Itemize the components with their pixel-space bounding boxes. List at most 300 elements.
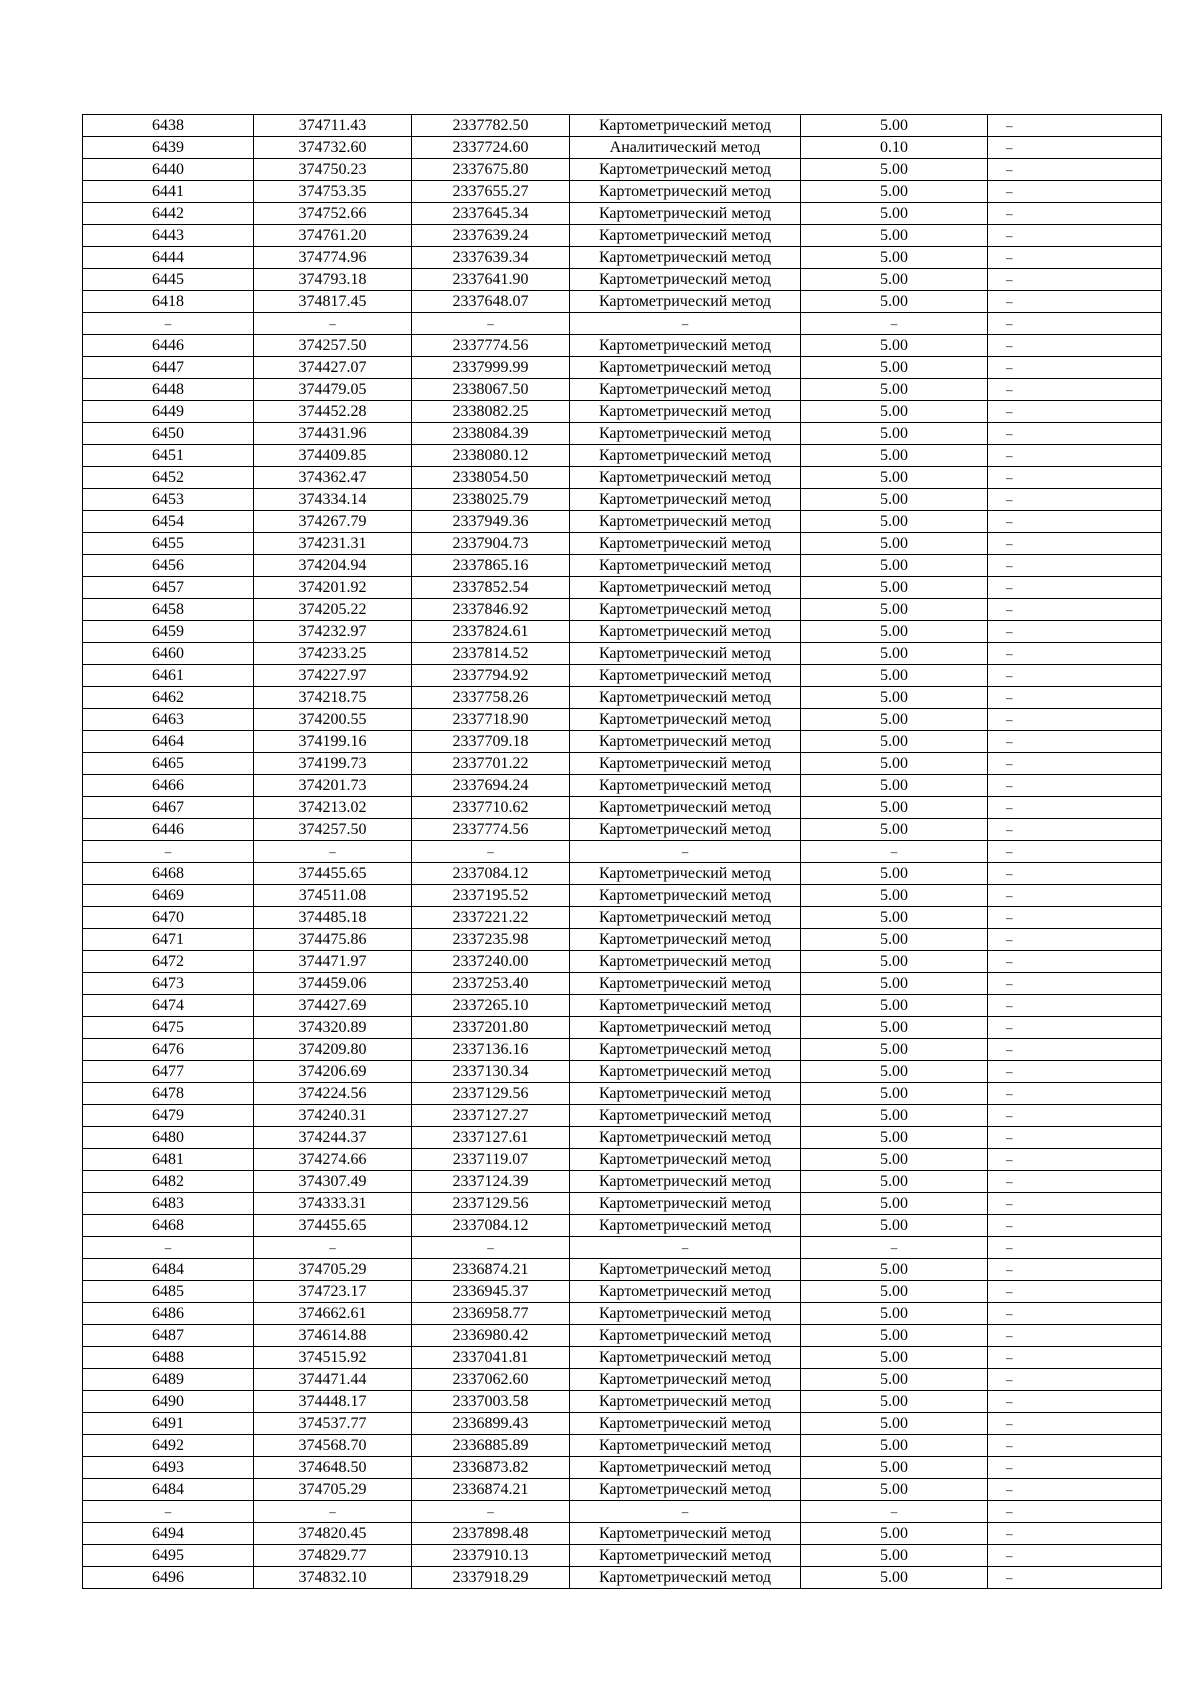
point-number-cell: 6459 xyxy=(83,621,254,643)
description-cell: – xyxy=(988,115,1162,137)
description-cell: – xyxy=(988,203,1162,225)
description-cell: – xyxy=(988,269,1162,291)
accuracy-cell: 5.00 xyxy=(801,1171,988,1193)
y-coordinate-cell: – xyxy=(412,313,570,335)
table-row xyxy=(83,621,1162,643)
method-cell: Картометрический метод xyxy=(570,1259,801,1281)
point-number-cell: 6465 xyxy=(83,753,254,775)
method-cell: Картометрический метод xyxy=(570,1413,801,1435)
method-cell: – xyxy=(570,841,801,863)
description-cell: – xyxy=(988,929,1162,951)
table-row xyxy=(83,159,1162,181)
point-number-cell: 6496 xyxy=(83,1567,254,1589)
table-row xyxy=(83,907,1162,929)
method-cell: Картометрический метод xyxy=(570,291,801,313)
y-coordinate-cell: 2337253.40 xyxy=(412,973,570,995)
description-cell: – xyxy=(988,907,1162,929)
point-number-cell: 6451 xyxy=(83,445,254,467)
description-cell: – xyxy=(988,687,1162,709)
y-coordinate-cell: 2337774.56 xyxy=(412,819,570,841)
description-cell: – xyxy=(988,1039,1162,1061)
description-cell: – xyxy=(988,401,1162,423)
table-row xyxy=(83,819,1162,841)
table-row xyxy=(83,1501,1162,1523)
method-cell: Картометрический метод xyxy=(570,357,801,379)
y-coordinate-cell: 2337655.27 xyxy=(412,181,570,203)
y-coordinate-cell: 2338082.25 xyxy=(412,401,570,423)
accuracy-cell: 5.00 xyxy=(801,1303,988,1325)
x-coordinate-cell: 374485.18 xyxy=(254,907,412,929)
table-row xyxy=(83,1061,1162,1083)
accuracy-cell: 5.00 xyxy=(801,1435,988,1457)
point-number-cell: 6466 xyxy=(83,775,254,797)
table-row xyxy=(83,555,1162,577)
x-coordinate-cell: 374227.97 xyxy=(254,665,412,687)
y-coordinate-cell: 2337918.29 xyxy=(412,1567,570,1589)
y-coordinate-cell: 2338025.79 xyxy=(412,489,570,511)
point-number-cell: 6469 xyxy=(83,885,254,907)
accuracy-cell: 5.00 xyxy=(801,687,988,709)
y-coordinate-cell: 2338054.50 xyxy=(412,467,570,489)
table-row xyxy=(83,1215,1162,1237)
method-cell: Картометрический метод xyxy=(570,775,801,797)
y-coordinate-cell: 2337127.27 xyxy=(412,1105,570,1127)
table-row xyxy=(83,577,1162,599)
description-cell: – xyxy=(988,379,1162,401)
description-cell: – xyxy=(988,1545,1162,1567)
accuracy-cell: 5.00 xyxy=(801,489,988,511)
point-number-cell: – xyxy=(83,1237,254,1259)
description-cell: – xyxy=(988,819,1162,841)
description-cell: – xyxy=(988,1479,1162,1501)
method-cell: Картометрический метод xyxy=(570,863,801,885)
accuracy-cell: 5.00 xyxy=(801,819,988,841)
y-coordinate-cell: 2337265.10 xyxy=(412,995,570,1017)
accuracy-cell: 5.00 xyxy=(801,1567,988,1589)
method-cell: Картометрический метод xyxy=(570,1523,801,1545)
y-coordinate-cell: 2337129.56 xyxy=(412,1193,570,1215)
table-row xyxy=(83,181,1162,203)
point-number-cell: 6486 xyxy=(83,1303,254,1325)
accuracy-cell: 5.00 xyxy=(801,379,988,401)
y-coordinate-cell: 2336885.89 xyxy=(412,1435,570,1457)
y-coordinate-cell: 2337709.18 xyxy=(412,731,570,753)
x-coordinate-cell: 374750.23 xyxy=(254,159,412,181)
description-cell: – xyxy=(988,1457,1162,1479)
x-coordinate-cell: 374201.73 xyxy=(254,775,412,797)
accuracy-cell: 5.00 xyxy=(801,951,988,973)
method-cell: Картометрический метод xyxy=(570,555,801,577)
y-coordinate-cell: 2337694.24 xyxy=(412,775,570,797)
y-coordinate-cell: 2337235.98 xyxy=(412,929,570,951)
x-coordinate-cell: 374257.50 xyxy=(254,819,412,841)
description-cell: – xyxy=(988,291,1162,313)
method-cell: Картометрический метод xyxy=(570,1567,801,1589)
x-coordinate-cell: 374774.96 xyxy=(254,247,412,269)
table-row xyxy=(83,423,1162,445)
method-cell: Картометрический метод xyxy=(570,951,801,973)
description-cell: – xyxy=(988,753,1162,775)
table-row xyxy=(83,1039,1162,1061)
point-number-cell: 6495 xyxy=(83,1545,254,1567)
method-cell: Картометрический метод xyxy=(570,1215,801,1237)
description-cell: – xyxy=(988,533,1162,555)
accuracy-cell: 5.00 xyxy=(801,1391,988,1413)
table-row xyxy=(83,445,1162,467)
y-coordinate-cell: 2337904.73 xyxy=(412,533,570,555)
x-coordinate-cell: 374515.92 xyxy=(254,1347,412,1369)
point-number-cell: 6493 xyxy=(83,1457,254,1479)
accuracy-cell: 5.00 xyxy=(801,159,988,181)
x-coordinate-cell: 374232.97 xyxy=(254,621,412,643)
point-number-cell: 6472 xyxy=(83,951,254,973)
point-number-cell: – xyxy=(83,313,254,335)
table-row xyxy=(83,643,1162,665)
point-number-cell: 6473 xyxy=(83,973,254,995)
y-coordinate-cell: 2337999.99 xyxy=(412,357,570,379)
method-cell: Картометрический метод xyxy=(570,1039,801,1061)
x-coordinate-cell: 374409.85 xyxy=(254,445,412,467)
point-number-cell: 6468 xyxy=(83,1215,254,1237)
table-row xyxy=(83,137,1162,159)
table-row xyxy=(83,1105,1162,1127)
method-cell: Картометрический метод xyxy=(570,621,801,643)
accuracy-cell: 5.00 xyxy=(801,599,988,621)
x-coordinate-cell: 374732.60 xyxy=(254,137,412,159)
description-cell: – xyxy=(988,225,1162,247)
point-number-cell: 6448 xyxy=(83,379,254,401)
method-cell: Картометрический метод xyxy=(570,687,801,709)
x-coordinate-cell: 374231.31 xyxy=(254,533,412,555)
point-number-cell: 6442 xyxy=(83,203,254,225)
table-row xyxy=(83,753,1162,775)
point-number-cell: 6491 xyxy=(83,1413,254,1435)
accuracy-cell: 5.00 xyxy=(801,1369,988,1391)
point-number-cell: 6487 xyxy=(83,1325,254,1347)
description-cell: – xyxy=(988,1171,1162,1193)
accuracy-cell: 5.00 xyxy=(801,1061,988,1083)
point-number-cell: 6461 xyxy=(83,665,254,687)
accuracy-cell: 0.10 xyxy=(801,137,988,159)
y-coordinate-cell: 2337758.26 xyxy=(412,687,570,709)
accuracy-cell: 5.00 xyxy=(801,203,988,225)
description-cell: – xyxy=(988,1281,1162,1303)
x-coordinate-cell: 374817.45 xyxy=(254,291,412,313)
method-cell: Картометрический метод xyxy=(570,269,801,291)
method-cell: Картометрический метод xyxy=(570,1347,801,1369)
table-row xyxy=(83,401,1162,423)
accuracy-cell: 5.00 xyxy=(801,709,988,731)
point-number-cell: 6485 xyxy=(83,1281,254,1303)
y-coordinate-cell: 2337852.54 xyxy=(412,577,570,599)
point-number-cell: 6453 xyxy=(83,489,254,511)
x-coordinate-cell: 374662.61 xyxy=(254,1303,412,1325)
accuracy-cell: 5.00 xyxy=(801,643,988,665)
x-coordinate-cell: 374752.66 xyxy=(254,203,412,225)
accuracy-cell: 5.00 xyxy=(801,1545,988,1567)
y-coordinate-cell: 2336874.21 xyxy=(412,1479,570,1501)
accuracy-cell: 5.00 xyxy=(801,665,988,687)
description-cell: – xyxy=(988,1215,1162,1237)
x-coordinate-cell: 374431.96 xyxy=(254,423,412,445)
table-row xyxy=(83,269,1162,291)
table-row xyxy=(83,929,1162,951)
x-coordinate-cell: 374761.20 xyxy=(254,225,412,247)
point-number-cell: 6452 xyxy=(83,467,254,489)
x-coordinate-cell: – xyxy=(254,313,412,335)
accuracy-cell: 5.00 xyxy=(801,797,988,819)
accuracy-cell: – xyxy=(801,841,988,863)
accuracy-cell: 5.00 xyxy=(801,621,988,643)
accuracy-cell: 5.00 xyxy=(801,1127,988,1149)
method-cell: Картометрический метод xyxy=(570,247,801,269)
table-row xyxy=(83,1127,1162,1149)
x-coordinate-cell: 374723.17 xyxy=(254,1281,412,1303)
x-coordinate-cell: – xyxy=(254,1237,412,1259)
table-row xyxy=(83,313,1162,335)
y-coordinate-cell: 2337824.61 xyxy=(412,621,570,643)
x-coordinate-cell: 374459.06 xyxy=(254,973,412,995)
y-coordinate-cell: 2337084.12 xyxy=(412,1215,570,1237)
accuracy-cell: 5.00 xyxy=(801,885,988,907)
y-coordinate-cell: 2337639.34 xyxy=(412,247,570,269)
table-row xyxy=(83,1017,1162,1039)
description-cell: – xyxy=(988,1105,1162,1127)
y-coordinate-cell: 2337003.58 xyxy=(412,1391,570,1413)
method-cell: Картометрический метод xyxy=(570,225,801,247)
accuracy-cell: 5.00 xyxy=(801,1325,988,1347)
table-row xyxy=(83,1479,1162,1501)
description-cell: – xyxy=(988,973,1162,995)
y-coordinate-cell: 2337221.22 xyxy=(412,907,570,929)
y-coordinate-cell: 2337195.52 xyxy=(412,885,570,907)
accuracy-cell: 5.00 xyxy=(801,1259,988,1281)
point-number-cell: 6457 xyxy=(83,577,254,599)
x-coordinate-cell: 374448.17 xyxy=(254,1391,412,1413)
table-row xyxy=(83,885,1162,907)
table-row xyxy=(83,1171,1162,1193)
y-coordinate-cell: 2337130.34 xyxy=(412,1061,570,1083)
y-coordinate-cell: 2337124.39 xyxy=(412,1171,570,1193)
x-coordinate-cell: 374537.77 xyxy=(254,1413,412,1435)
point-number-cell: 6455 xyxy=(83,533,254,555)
point-number-cell: 6488 xyxy=(83,1347,254,1369)
method-cell: Картометрический метод xyxy=(570,445,801,467)
method-cell: – xyxy=(570,1501,801,1523)
point-number-cell: 6463 xyxy=(83,709,254,731)
description-cell: – xyxy=(988,599,1162,621)
method-cell: Картометрический метод xyxy=(570,423,801,445)
accuracy-cell: 5.00 xyxy=(801,533,988,555)
y-coordinate-cell: 2337865.16 xyxy=(412,555,570,577)
method-cell: Картометрический метод xyxy=(570,665,801,687)
method-cell: Картометрический метод xyxy=(570,1457,801,1479)
point-number-cell: 6450 xyxy=(83,423,254,445)
x-coordinate-cell: 374274.66 xyxy=(254,1149,412,1171)
table-row xyxy=(83,1457,1162,1479)
table-row xyxy=(83,1523,1162,1545)
description-cell: – xyxy=(988,797,1162,819)
table-row xyxy=(83,687,1162,709)
method-cell: Картометрический метод xyxy=(570,995,801,1017)
point-number-cell: 6458 xyxy=(83,599,254,621)
description-cell: – xyxy=(988,731,1162,753)
table-row xyxy=(83,973,1162,995)
description-cell: – xyxy=(988,467,1162,489)
description-cell: – xyxy=(988,1303,1162,1325)
accuracy-cell: 5.00 xyxy=(801,225,988,247)
accuracy-cell: 5.00 xyxy=(801,291,988,313)
table-row xyxy=(83,1237,1162,1259)
point-number-cell: 6484 xyxy=(83,1259,254,1281)
accuracy-cell: 5.00 xyxy=(801,1105,988,1127)
accuracy-cell: 5.00 xyxy=(801,995,988,1017)
method-cell: Картометрический метод xyxy=(570,1083,801,1105)
x-coordinate-cell: 374257.50 xyxy=(254,335,412,357)
x-coordinate-cell: 374224.56 xyxy=(254,1083,412,1105)
description-cell: – xyxy=(988,775,1162,797)
x-coordinate-cell: 374206.69 xyxy=(254,1061,412,1083)
method-cell: Картометрический метод xyxy=(570,1435,801,1457)
table-row xyxy=(83,665,1162,687)
y-coordinate-cell: 2336899.43 xyxy=(412,1413,570,1435)
accuracy-cell: 5.00 xyxy=(801,115,988,137)
accuracy-cell: 5.00 xyxy=(801,907,988,929)
y-coordinate-cell: 2337201.80 xyxy=(412,1017,570,1039)
y-coordinate-cell: – xyxy=(412,1237,570,1259)
x-coordinate-cell: 374455.65 xyxy=(254,1215,412,1237)
description-cell: – xyxy=(988,313,1162,335)
table-row xyxy=(83,1391,1162,1413)
description-cell: – xyxy=(988,1017,1162,1039)
description-cell: – xyxy=(988,1501,1162,1523)
method-cell: Картометрический метод xyxy=(570,159,801,181)
y-coordinate-cell: – xyxy=(412,841,570,863)
accuracy-cell: 5.00 xyxy=(801,1479,988,1501)
x-coordinate-cell: 374201.92 xyxy=(254,577,412,599)
accuracy-cell: 5.00 xyxy=(801,1523,988,1545)
accuracy-cell: 5.00 xyxy=(801,467,988,489)
y-coordinate-cell: 2337724.60 xyxy=(412,137,570,159)
accuracy-cell: 5.00 xyxy=(801,1039,988,1061)
table-row xyxy=(83,1369,1162,1391)
y-coordinate-cell: 2337639.24 xyxy=(412,225,570,247)
table-row xyxy=(83,467,1162,489)
method-cell: Картометрический метод xyxy=(570,115,801,137)
table-row xyxy=(83,863,1162,885)
accuracy-cell: 5.00 xyxy=(801,863,988,885)
x-coordinate-cell: 374452.28 xyxy=(254,401,412,423)
method-cell: Картометрический метод xyxy=(570,1325,801,1347)
x-coordinate-cell: 374479.05 xyxy=(254,379,412,401)
method-cell: Картометрический метод xyxy=(570,643,801,665)
method-cell: Картометрический метод xyxy=(570,1281,801,1303)
table-row xyxy=(83,1149,1162,1171)
description-cell: – xyxy=(988,511,1162,533)
x-coordinate-cell: 374705.29 xyxy=(254,1259,412,1281)
description-cell: – xyxy=(988,1523,1162,1545)
x-coordinate-cell: 374200.55 xyxy=(254,709,412,731)
table-row xyxy=(83,1545,1162,1567)
table-row xyxy=(83,951,1162,973)
accuracy-cell: 5.00 xyxy=(801,973,988,995)
description-cell: – xyxy=(988,1237,1162,1259)
point-number-cell: 6446 xyxy=(83,335,254,357)
method-cell: Картометрический метод xyxy=(570,577,801,599)
y-coordinate-cell: 2337119.07 xyxy=(412,1149,570,1171)
table-row xyxy=(83,115,1162,137)
point-number-cell: 6471 xyxy=(83,929,254,951)
point-number-cell: – xyxy=(83,841,254,863)
table-row xyxy=(83,1347,1162,1369)
description-cell: – xyxy=(988,159,1162,181)
method-cell: – xyxy=(570,1237,801,1259)
y-coordinate-cell: 2337136.16 xyxy=(412,1039,570,1061)
method-cell: Картометрический метод xyxy=(570,731,801,753)
accuracy-cell: 5.00 xyxy=(801,555,988,577)
method-cell: Картометрический метод xyxy=(570,709,801,731)
point-number-cell: 6456 xyxy=(83,555,254,577)
point-number-cell: 6460 xyxy=(83,643,254,665)
x-coordinate-cell: 374213.02 xyxy=(254,797,412,819)
accuracy-cell: 5.00 xyxy=(801,335,988,357)
point-number-cell: 6444 xyxy=(83,247,254,269)
x-coordinate-cell: 374233.25 xyxy=(254,643,412,665)
table-row xyxy=(83,1083,1162,1105)
description-cell: – xyxy=(988,1061,1162,1083)
x-coordinate-cell: 374362.47 xyxy=(254,467,412,489)
accuracy-cell: 5.00 xyxy=(801,1193,988,1215)
y-coordinate-cell: 2337648.07 xyxy=(412,291,570,313)
method-cell: Картометрический метод xyxy=(570,1171,801,1193)
y-coordinate-cell: 2337774.56 xyxy=(412,335,570,357)
accuracy-cell: 5.00 xyxy=(801,423,988,445)
point-number-cell: 6467 xyxy=(83,797,254,819)
x-coordinate-cell: 374218.75 xyxy=(254,687,412,709)
accuracy-cell: – xyxy=(801,313,988,335)
x-coordinate-cell: 374793.18 xyxy=(254,269,412,291)
method-cell: Картометрический метод xyxy=(570,533,801,555)
method-cell: Картометрический метод xyxy=(570,797,801,819)
method-cell: Картометрический метод xyxy=(570,1127,801,1149)
y-coordinate-cell: 2337701.22 xyxy=(412,753,570,775)
y-coordinate-cell: 2337641.90 xyxy=(412,269,570,291)
accuracy-cell: 5.00 xyxy=(801,1457,988,1479)
description-cell: – xyxy=(988,1435,1162,1457)
point-number-cell: 6480 xyxy=(83,1127,254,1149)
y-coordinate-cell: 2337041.81 xyxy=(412,1347,570,1369)
x-coordinate-cell: 374711.43 xyxy=(254,115,412,137)
y-coordinate-cell: 2338067.50 xyxy=(412,379,570,401)
method-cell: Картометрический метод xyxy=(570,511,801,533)
description-cell: – xyxy=(988,709,1162,731)
table-row xyxy=(83,379,1162,401)
y-coordinate-cell: 2336874.21 xyxy=(412,1259,570,1281)
description-cell: – xyxy=(988,357,1162,379)
accuracy-cell: – xyxy=(801,1501,988,1523)
description-cell: – xyxy=(988,1567,1162,1589)
method-cell: Картометрический метод xyxy=(570,467,801,489)
description-cell: – xyxy=(988,841,1162,863)
y-coordinate-cell: 2337846.92 xyxy=(412,599,570,621)
point-number-cell: 6468 xyxy=(83,863,254,885)
accuracy-cell: 5.00 xyxy=(801,1215,988,1237)
description-cell: – xyxy=(988,335,1162,357)
y-coordinate-cell: 2337675.80 xyxy=(412,159,570,181)
accuracy-cell: 5.00 xyxy=(801,1281,988,1303)
point-number-cell: 6484 xyxy=(83,1479,254,1501)
y-coordinate-cell: 2337127.61 xyxy=(412,1127,570,1149)
